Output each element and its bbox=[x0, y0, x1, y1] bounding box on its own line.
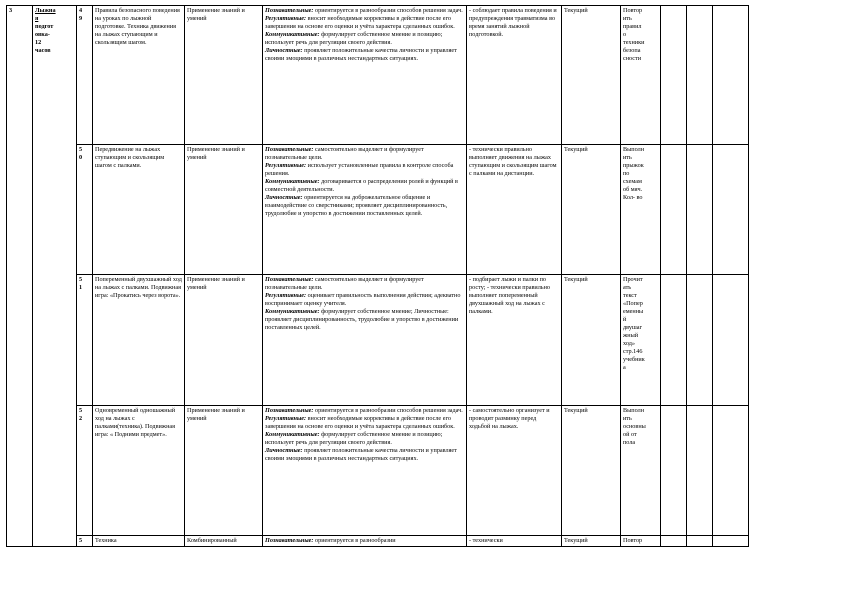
uud-text: формулирует собственное мнение и позицию; использует речь для регуляции своего действия. bbox=[265, 31, 443, 46]
table-row bbox=[7, 536, 749, 547]
blank-cell bbox=[661, 406, 687, 536]
homework-line: ить bbox=[623, 415, 632, 422]
homework-line: стр.146 bbox=[623, 348, 643, 355]
homework-line: правил bbox=[623, 23, 642, 30]
uud-label: Познавательные: bbox=[265, 537, 314, 544]
control-type: Текущий bbox=[562, 275, 621, 406]
homework-line: пола bbox=[623, 439, 636, 446]
homework-line: сности bbox=[623, 55, 642, 62]
uud-cell bbox=[263, 6, 467, 145]
lesson-topic: Правила безопасного поведения на уроках по лыжной подготовке. Техника движения на лыжах ступающим и скользящим шагом. bbox=[93, 6, 185, 145]
lesson-number-digit: 1 bbox=[79, 284, 83, 291]
section-title-line: я bbox=[35, 15, 39, 22]
lesson-number-digit: 5 bbox=[79, 146, 83, 153]
uud-label: Регулятивные: bbox=[265, 415, 307, 422]
uud-label: Познавательные: bbox=[265, 276, 314, 283]
lesson-type: Применение знаний и умений bbox=[185, 145, 263, 275]
blank-cell bbox=[661, 536, 687, 547]
blank-cell bbox=[687, 275, 713, 406]
lesson-topic: Попеременный двухшажный ход на лыжах с палками. Подвижная игра: «Прокатись через воротa». bbox=[93, 275, 185, 406]
lesson-plan-table bbox=[6, 5, 749, 547]
homework-line: текст bbox=[623, 292, 637, 299]
homework-line: ой от bbox=[623, 431, 637, 438]
homework-line: схемам bbox=[623, 178, 642, 185]
planned-result: - технически правильно выполняет движения на лыжах ступающим и скользящим шагом с палками на дистанции. bbox=[467, 145, 562, 275]
section-title-line: 12 bbox=[35, 39, 42, 46]
control-type: Текущий bbox=[562, 406, 621, 536]
uud-cell bbox=[263, 406, 467, 536]
blank-cell bbox=[687, 536, 713, 547]
homework-line: техники bbox=[623, 39, 645, 46]
blank-cell bbox=[713, 406, 749, 536]
blank-cell bbox=[661, 6, 687, 145]
control-type: Текущий bbox=[562, 536, 621, 547]
lesson-number-digit: 0 bbox=[79, 154, 83, 161]
uud-label: Личностные: bbox=[265, 47, 303, 54]
blank-cell bbox=[661, 275, 687, 406]
homework-line: й bbox=[623, 316, 627, 323]
uud-label: Коммуникативные: bbox=[265, 308, 320, 315]
lesson-topic: Передвижение на лыжах ступающим и скользящим шагом с палками. bbox=[93, 145, 185, 275]
table-row bbox=[7, 145, 749, 275]
homework-line: ить bbox=[623, 15, 632, 22]
uud-entry bbox=[265, 31, 464, 47]
uud-text: ориентируется в разнообразии способов решения задач. bbox=[313, 407, 463, 414]
uud-text: формулирует собственное мнение и позицию; использует речь для регуляции своего действия. bbox=[265, 431, 443, 446]
uud-entry bbox=[265, 178, 464, 194]
uud-entry bbox=[265, 47, 464, 63]
homework bbox=[621, 145, 661, 275]
uud-entry bbox=[265, 308, 464, 332]
uud-entry bbox=[265, 537, 464, 545]
homework-line: Повтор bbox=[623, 537, 643, 544]
lesson-number bbox=[77, 275, 93, 406]
homework-line: о bbox=[623, 31, 627, 38]
uud-label: Коммуникативные: bbox=[265, 31, 320, 38]
uud-text: вносит необходимые коррективы в действие после его завершения на основе его оценки и учёта характера сделанных ошибок. bbox=[265, 15, 455, 30]
homework-line: учебник bbox=[623, 356, 645, 363]
lesson-number bbox=[77, 145, 93, 275]
homework-line: Кол- во bbox=[623, 194, 643, 201]
homework-line: «Попер bbox=[623, 300, 643, 307]
uud-text: проявляет положительные качества личности и управляет своими эмоциями в различных нестандартных ситуациях. bbox=[265, 47, 457, 62]
homework-line: ить bbox=[623, 154, 632, 161]
planned-result: - технически bbox=[467, 536, 562, 547]
planned-result: - соблюдает правила поведения и предупреждения травматизма во время занятий лыжной подготовкой. bbox=[467, 6, 562, 145]
uud-text: проявляет положительные качества личности и управляет своими эмоциями в различных нестандартных ситуациях. bbox=[265, 447, 457, 462]
homework-line: Прочит bbox=[623, 276, 643, 283]
uud-text: самостоятельно выделяет и формулирует познавательные цели. bbox=[265, 276, 424, 291]
uud-entry bbox=[265, 276, 464, 292]
planned-result: - подбирает лыжи и палки по росту; - технически правильно выполняет попеременный двухшажный ход на лыжах с палками. bbox=[467, 275, 562, 406]
lesson-number bbox=[77, 536, 93, 547]
homework bbox=[621, 6, 661, 145]
homework-line: основны bbox=[623, 423, 646, 430]
uud-entry bbox=[265, 407, 464, 415]
homework-line: двушаг bbox=[623, 324, 643, 331]
uud-entry bbox=[265, 194, 464, 218]
blank-cell bbox=[687, 406, 713, 536]
homework-line: Выполн bbox=[623, 407, 645, 414]
homework-line: жный bbox=[623, 332, 639, 339]
uud-cell bbox=[263, 275, 467, 406]
uud-entry bbox=[265, 431, 464, 447]
uud-label: Личностные: bbox=[265, 447, 303, 454]
homework-line: а bbox=[623, 364, 626, 371]
uud-label: Познавательные: bbox=[265, 7, 314, 14]
homework-line: Выполн bbox=[623, 146, 645, 153]
uud-entry bbox=[265, 7, 464, 15]
blank-cell bbox=[661, 145, 687, 275]
uud-label: Коммуникативные: bbox=[265, 431, 320, 438]
section-number: 3 bbox=[7, 6, 33, 547]
lesson-type: Применение знаний и умений bbox=[185, 6, 263, 145]
uud-cell bbox=[263, 145, 467, 275]
uud-text: ориентируется на доброжелательное общение и взаимодействие со сверстниками; проявляет дисциплинированность, трудолюбие и упорство в достижении поставленных целей. bbox=[265, 194, 448, 217]
uud-entry bbox=[265, 415, 464, 431]
control-type: Текущий bbox=[562, 145, 621, 275]
uud-entry bbox=[265, 162, 464, 178]
uud-label: Коммуникативные: bbox=[265, 178, 320, 185]
lesson-topic: Техника bbox=[93, 536, 185, 547]
section-title bbox=[33, 6, 77, 547]
table-row bbox=[7, 6, 749, 145]
planned-result: - самостоятельно организует и проводит разминку перед ходьбой на лыжах. bbox=[467, 406, 562, 536]
homework bbox=[621, 275, 661, 406]
control-type: Текущий bbox=[562, 6, 621, 145]
uud-label: Личностные: bbox=[265, 194, 303, 201]
uud-text: использует установленные правила в контроле способа решения. bbox=[265, 162, 454, 177]
lesson-type: Применение знаний и умений bbox=[185, 406, 263, 536]
blank-cell bbox=[687, 145, 713, 275]
uud-label: Регулятивные: bbox=[265, 15, 307, 22]
lesson-number-digit: 5 bbox=[79, 407, 83, 414]
uud-text: формулирует собственное мнение; Личностные: проявляет дисциплинированность, трудолюбие и упорство в достижении поставленных целей. bbox=[265, 308, 459, 331]
lesson-number-digit: 5 bbox=[79, 537, 83, 544]
uud-label: Регулятивные: bbox=[265, 162, 307, 169]
uud-entry bbox=[265, 292, 464, 308]
section-title-line: овка- bbox=[35, 31, 50, 38]
table-row bbox=[7, 406, 749, 536]
section-title-line: подгот bbox=[35, 23, 54, 30]
lesson-type: Комбинированный bbox=[185, 536, 263, 547]
lesson-number bbox=[77, 6, 93, 145]
uud-text: ориентируется в разнообразии bbox=[313, 537, 396, 544]
homework bbox=[621, 536, 661, 547]
uud-entry bbox=[265, 447, 464, 463]
uud-text: самостоятельно выделяет и формулирует познавательные цели. bbox=[265, 146, 424, 161]
homework-line: ход» bbox=[623, 340, 636, 347]
homework-line: Повтор bbox=[623, 7, 643, 14]
uud-label: Регулятивные: bbox=[265, 292, 307, 299]
lesson-number bbox=[77, 406, 93, 536]
uud-text: вносит необходимые коррективы в действие после его завершения на основе его оценки и учёта характера сделанных ошибок. bbox=[265, 415, 455, 430]
blank-cell bbox=[687, 6, 713, 145]
lesson-number-digit: 5 bbox=[79, 276, 83, 283]
uud-label: Познавательные: bbox=[265, 407, 314, 414]
lesson-type: Применение знаний и умений bbox=[185, 275, 263, 406]
lesson-number-digit: 2 bbox=[79, 415, 83, 422]
homework-line: прыжок bbox=[623, 162, 644, 169]
uud-text: оценивает правильность выполнения действия; адекватно воспринимает оценку учителя. bbox=[265, 292, 461, 307]
blank-cell bbox=[713, 275, 749, 406]
uud-text: договаривается о распределении ролей и функций в совместной деятельности. bbox=[265, 178, 458, 193]
section-title-line: часов bbox=[35, 47, 51, 54]
homework-line: ать bbox=[623, 284, 632, 291]
uud-entry bbox=[265, 15, 464, 31]
uud-entry bbox=[265, 146, 464, 162]
section-title-line: Лыжна bbox=[35, 7, 56, 14]
lesson-topic: Одновременный одношажный ход на лыжах с палками(техника). Подвижная игра: « Подними предмет». bbox=[93, 406, 185, 536]
homework-line: об мяч. bbox=[623, 186, 643, 193]
blank-cell bbox=[713, 145, 749, 275]
homework-line: безопа bbox=[623, 47, 641, 54]
homework-line: по bbox=[623, 170, 630, 177]
homework bbox=[621, 406, 661, 536]
table-row bbox=[7, 275, 749, 406]
blank-cell bbox=[713, 6, 749, 145]
uud-cell bbox=[263, 536, 467, 547]
uud-label: Познавательные: bbox=[265, 146, 314, 153]
lesson-number-digit: 4 bbox=[79, 7, 83, 14]
uud-text: ориентируется в разнообразии способов решения задач. bbox=[313, 7, 463, 14]
blank-cell bbox=[713, 536, 749, 547]
homework-line: еменны bbox=[623, 308, 644, 315]
lesson-number-digit: 9 bbox=[79, 15, 83, 22]
